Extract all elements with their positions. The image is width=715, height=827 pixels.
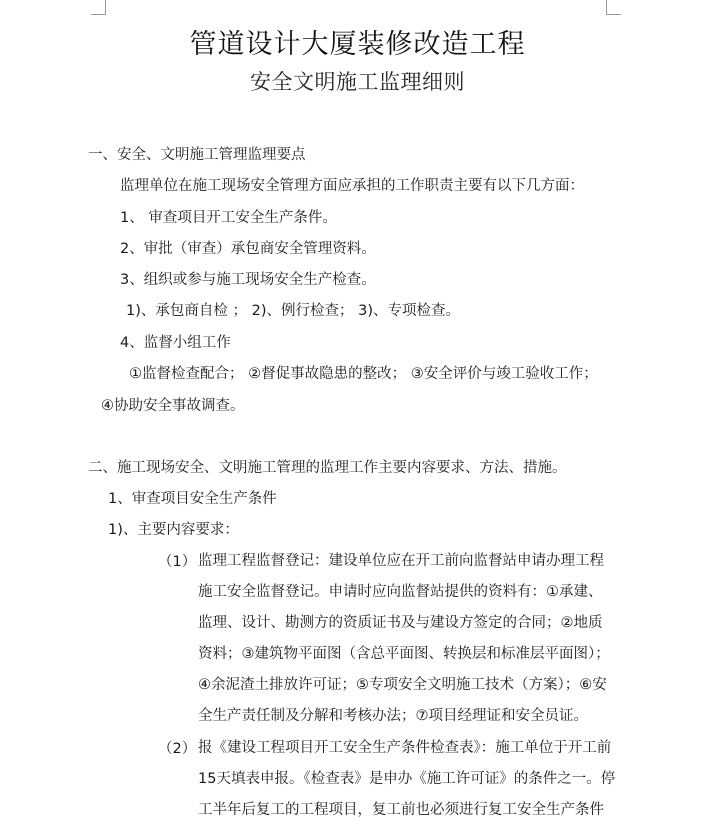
section2-heading: 二、施工现场安全、文明施工管理的监理工作主要内容要求、方法、措施。 [88,460,567,476]
section1-heading: 一、安全、文明施工管理监理要点 [88,147,306,163]
section1-item-4: 4、监督小组工作 [120,335,231,351]
document-subtitle: 安全文明施工监理细则 [250,70,465,94]
paragraph-1-line: 施工安全监督登记。申请时应向监督站提供的资料有：①承建、 [198,584,603,600]
paragraph-1-line: 全生产责任制及分解和考核办法；⑦项目经理证和安全员证。 [198,708,588,724]
paragraph-1-number: （1） [158,554,197,570]
paragraph-2-number: （2） [158,741,197,757]
paragraph-2-line: 15天填表申报。《检查表》是申办《施工许可证》的条件之一。停 [198,771,616,787]
margin-corner-mark-left [91,0,106,15]
section2-sub-1-1: 1)、主要内容要求： [108,522,239,538]
section1-item-1: 1、 审查项目开工安全生产条件。 [120,210,337,226]
document-title: 管道设计大厦装修改造工程 [189,29,526,60]
paragraph-2 [198,733,618,826]
section1-item-4-line-2: ④协助安全事故调查。 [101,398,245,414]
section1-item-2: 2、审批（审查）承包商安全管理资料。 [120,241,376,257]
section1-item-4-line-1: ①监督检查配合； ②督促事故隐患的整改； ③安全评价与竣工验收工作； [129,366,598,382]
paragraph-2-line: 报《建设工程项目开工安全生产条件检查表》：施工单位于开工前 [198,740,612,756]
section2-sub-1: 1、审查项目安全生产条件 [108,491,277,507]
paragraph-1-line: 资料；③建筑物平面图（含总平面图、转换层和标准层平面图）； [198,646,610,662]
paragraph-1 [198,546,618,732]
margin-corner-mark-right [606,0,621,15]
paragraph-2-line: 工半年后复工的工程项目，复工前也必须进行复工安全生产条件 [198,802,604,818]
section1-item-3-sub: 1)、承包商自检 ； 2)、例行检查； 3)、专项检查。 [126,303,460,319]
section1-intro: 监理单位在施工现场安全管理方面应承担的工作职责主要有以下几方面： [120,178,584,194]
section1-item-3: 3、组织或参与施工现场安全生产检查。 [120,272,376,288]
paragraph-1-line: ④余泥渣土排放许可证；⑤专项安全文明施工技术（方案）；⑥安 [198,677,607,693]
paragraph-1-line: 监理工程监督登记：建设单位应在开工前向监督站申请办理工程 [198,553,604,569]
paragraph-1-line: 监理、设计、勘测方的资质证书及与建设方签定的合同；②地质 [198,615,603,631]
